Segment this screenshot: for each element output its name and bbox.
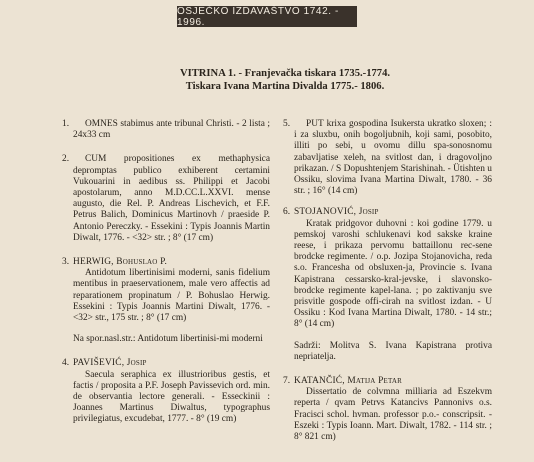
entry-text: Dissertatio de colvmna milliaria ad Eszekvm reperta / qvam Petrvs Katancivs Pannonivs o.s. Fracisci schol. hvman. professor p.o.- conscripsit. - Eszeki : Typis Ioann. Mart. Diwalt, 1782. - 114 str. ; 8° 821 cm): [294, 387, 492, 443]
heading-line-1: VITRINA 1. - Franjevačka tiskara 1735.-1774.: [179, 68, 391, 79]
catalog-entry-3: [62, 257, 270, 324]
entry-author: KATANČIĆ, Matija Petar: [294, 376, 403, 387]
catalog-entry-2: [62, 154, 270, 244]
entry-number: 5.: [283, 119, 291, 129]
entry-number: 3.: [62, 257, 70, 268]
header-banner: OSJEČKO IZDAVAŠTVO 1742. - 1996.: [177, 6, 357, 27]
catalog-entry-5: [283, 119, 492, 197]
entry-text: CUM propositiones ex methaphysica depromptas publico exhiberent certamini Vukouarini in aedibus ss. Philippi et Jacobi apostolarum, anno M.D.CC.L.XXVI. mense augusto, die Rel. P. Andreas Lischevich, et F.F. Petrus Balich, Dominicus Martinovh / praeside P. Antonio Pereczky. - Essekini : Typis Joannis Martin Diwalt, 1776. - <32> str. ; 8° (17 cm): [73, 154, 270, 243]
entry-text: Saecula seraphica ex illustrioribus gestis, et factis / proposita a P.F. Joseph Pavissevich ord. min. de observantia lectore generali. - Esseckinii : Joannes Martinus Diwaltus, typographus privilegiatus, excudebat, 1777. - 8° (19 cm): [73, 369, 270, 425]
catalog-entry-4: [62, 358, 270, 425]
entry-note: Sadrži: Molitva S. Ivana Kapistrana protiva nepriatelja.: [294, 340, 492, 362]
catalog-entry-1: [62, 119, 270, 141]
entry-text: OMNES stabimus ante tribunal Christi. - 2 lista ; 24x33 cm: [73, 119, 270, 141]
entry-text: PUT krixa gospodina Isukersta ukratko sloxen; : i za sluxbu, onih bogoljubnih, koji sami, posobito, illiti po sebi, u ovomu dillu spa-sonosnomu zabavljatise xeleh, na svitlost dan, i dragovoljno prikazan. / S Dopushtenjem Starishinah. - Ütishten u Ossiku, slovima Ivana Martina Diwalt, 1780. - 36 str. ; 16° (14 cm): [294, 119, 492, 197]
page-heading: [120, 67, 450, 93]
right-column: [283, 119, 492, 443]
entry-author: PAVIŠEVIĆ, Josip: [73, 358, 147, 369]
entry-number: 4.: [62, 358, 70, 369]
catalog-entry-7: [283, 376, 492, 443]
entry-number: 2.: [62, 154, 70, 165]
entry-author: HERWIG, Bohuslao P.: [73, 257, 168, 268]
heading-line-2: Tiskara Ivana Martina Divalda 1775.- 1806.: [185, 81, 385, 92]
catalog-entry-6: [283, 207, 492, 330]
entry-note: Na spor.nasl.str.: Antidotum libertinisi-mi moderni: [73, 334, 263, 345]
entry-number: 1.: [62, 119, 70, 129]
left-column: [62, 119, 270, 426]
entry-number: 6.: [283, 207, 291, 218]
entry-text: Antidotum libertinisimi moderni, sanis fidelium mentibus in praeservationem, male vero affectis ad reparationem propinatum / P. Bohuslao Herwig. Essekini : Typis Joannis Martini Diwalt, 1776. - <32> str., 175 str. ; 8° (17 cm): [73, 268, 270, 324]
entry-text: Kratak pridgovor duhovni : koi godine 1779. u pemskoj varoshi schlukenavi kod sakske kraine reese, i prikaza pervomu battaillonu rec-sene brodcke regimente. / o.p. Jozipa Stojanovicha, reda s.o. Francesha od obsluxen-ja, Provincie s. Ivana Kapistrana cessarsko-kral-jevske, i slavonsko-brodcke regimente kapel-lana. ; po zaktivanju sve prisvitle gospode offi-cirah na svitlost izdan. - U Ossiku : Kod Ivana Martina Diwalt, 1780. - 14 str.; 8° (14 cm): [294, 218, 492, 330]
entry-author: STOJANOVIĆ, Josip: [294, 207, 379, 218]
entry-number: 7.: [283, 376, 291, 387]
